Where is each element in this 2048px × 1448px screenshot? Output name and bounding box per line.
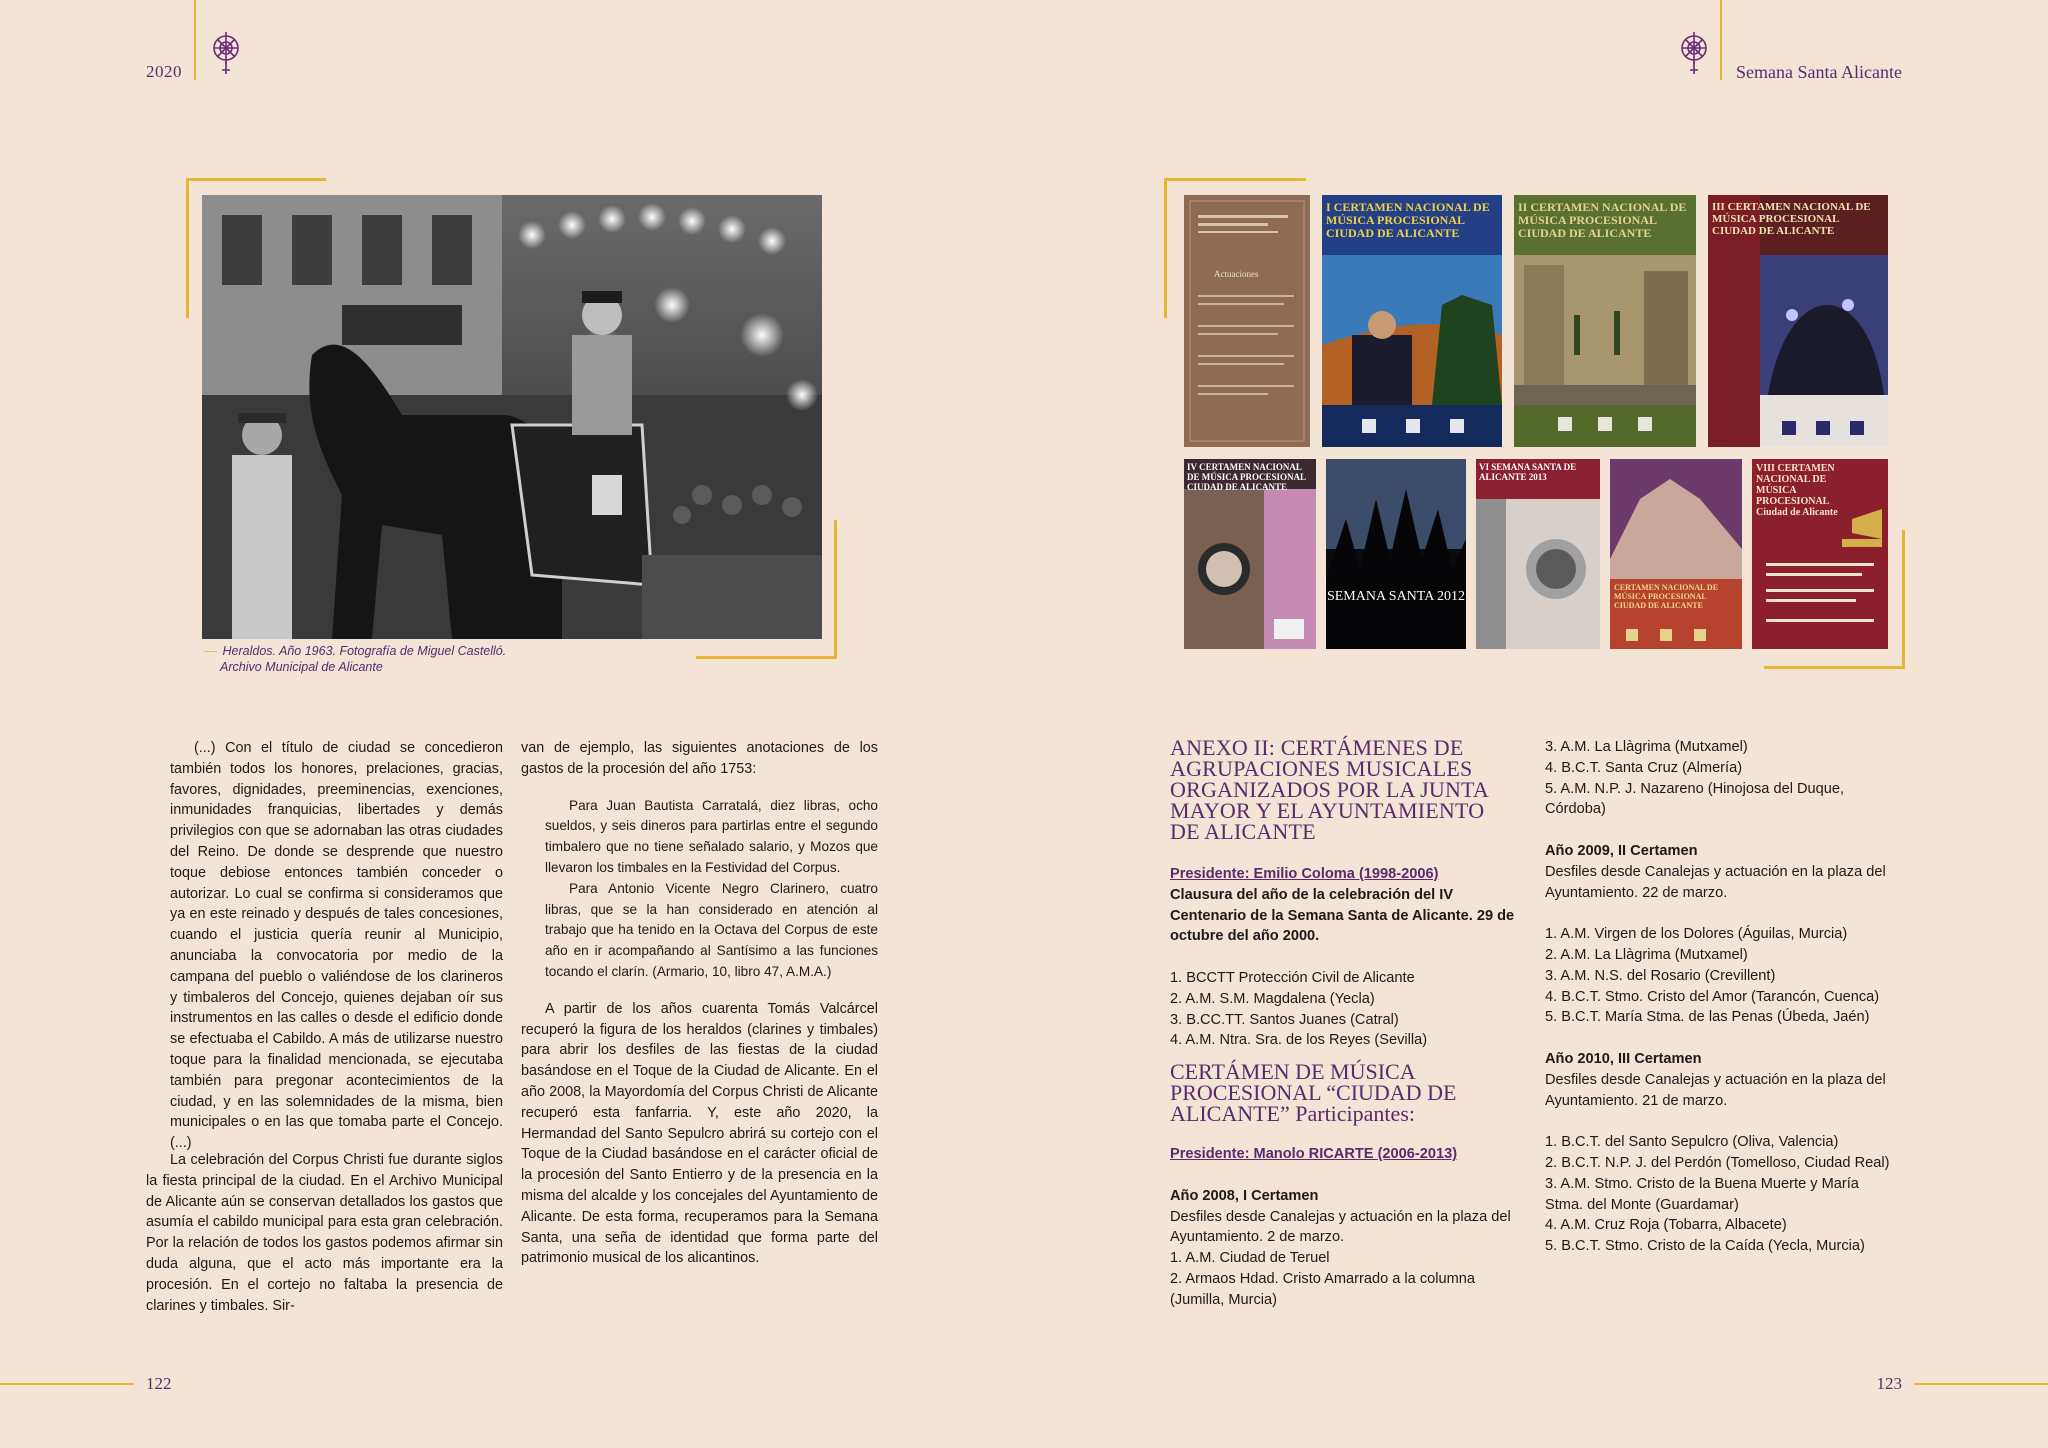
list-item: 2. A.M. S.M. Magdalena (Yecla) [1170, 990, 1375, 1007]
year-description: Desfiles desde Canalejas y actuación en la plaza del Ayuntamiento. 22 de marzo. [1545, 863, 1886, 901]
list-item: 2. Armaos Hdad. Cristo Amarrado a la columna (Jumilla, Murcia) [1170, 1270, 1475, 1308]
body-paragraph: A partir de los años cuarenta Tomás Valcárcel recuperó la figura de los heraldos (clarines y timbales) para abrir los desfiles de las fiestas de la ciudad basándose en el Toque de la Ciudad de Alicante. En el año 2008, la Mayordomía del Corpus Christi de Alicante recuperó esta fanfarria. Y, este año 2020, la Hermandad del Santo Sepulcro abrirá su cortejo con el Toque de la Ciudad basándose en el carácter oficial de la procesión del Santo Entierro y de la presencia en la misma del alcalde y los concejales del Ayuntamiento de Alicante. De esta forma, recuperamos para la Semana Santa, una seña de identidad que forma parte del patrimonio musical de los alicantinos. [521, 1000, 878, 1267]
left-column-1-bottom [146, 1150, 503, 1316]
quote-paragraph: Para Antonio Vicente Negro Clarinero, cuatro libras, que se la han considerado en atención al trabajo que ha tenido en la Octava del Corpus de este año en ir acompañando al Santísimo a las funciones tocando el clarín. (Armario, 10, libro 47, A.M.A.) [545, 880, 878, 979]
poster-certamen-ii [1514, 195, 1696, 447]
left-column-2 [521, 738, 878, 1269]
year-heading: Año 2008, I Certamen [1170, 1187, 1319, 1204]
cross-emblem-icon [1676, 30, 1712, 76]
caption-line-2: Archivo Municipal de Alicante [220, 660, 383, 674]
poster-label: Actuaciones [1214, 269, 1259, 279]
year-heading: Año 2010, III Certamen [1545, 1050, 1702, 1067]
header-divider-left [194, 0, 196, 80]
footer-rule-left [0, 1383, 134, 1385]
header-year: 2020 [146, 62, 182, 81]
list-item: 3. B.CC.TT. Santos Juanes (Catral) [1170, 1011, 1399, 1028]
body-paragraph: van de ejemplo, las siguientes anotaciones de los gastos de la procesión del año 1753: [521, 740, 878, 777]
list-item: 4. B.C.T. Stmo. Cristo del Amor (Tarancón, Cuenca) [1545, 988, 1880, 1005]
poster-title: III CERTAMEN NACIONAL DE MÚSICA PROCESIONAL CIUDAD DE ALICANTE [1712, 201, 1871, 237]
heraldos-photo [202, 195, 822, 639]
year-description: Desfiles desde Canalejas y actuación en la plaza del Ayuntamiento. 2 de marzo. [1170, 1208, 1511, 1246]
poster-label: CERTAMEN NACIONAL DE MÚSICA PROCESIONAL CIUDAD DE ALICANTE [1614, 583, 1719, 610]
list-item: 5. A.M. N.P. J. Nazareno (Hinojosa del Duque, Córdoba) [1545, 780, 1845, 818]
year-description: Desfiles desde Canalejas y actuación en la plaza del Ayuntamiento. 21 de marzo. [1545, 1071, 1886, 1109]
list-item: 3. A.M. N.S. del Rosario (Crevillent) [1545, 967, 1776, 984]
list-item: 3. A.M. Stmo. Cristo de la Buena Muerte y María Stma. del Monte (Guardamar) [1545, 1175, 1859, 1213]
poster-certamen-iii [1708, 195, 1888, 447]
list-item: 2. A.M. La Llàgrima (Mutxamel) [1545, 946, 1748, 963]
list-item: 1. B.C.T. del Santo Sepulcro (Oliva, Valencia) [1545, 1134, 1839, 1151]
poster-title: VIII CERTAMEN NACIONAL DE MÚSICA PROCESIONAL Ciudad de Alicante [1756, 463, 1838, 518]
list-item: 3. A.M. La Llàgrima (Mutxamel) [1545, 739, 1748, 755]
page-number-right: 123 [1876, 1374, 1902, 1393]
poster-certamen-vii [1610, 459, 1742, 649]
posters-frame-corner-right [1902, 530, 1905, 668]
footer-rule-right [1914, 1383, 2048, 1385]
right-column-2 [1545, 737, 1901, 1257]
heraldos-photo-image [202, 195, 822, 639]
list-item: 5. B.C.T. Stmo. Cristo de la Caída (Yecla, Murcia) [1545, 1238, 1865, 1255]
photo-frame-corner-top [186, 178, 326, 181]
poster-label: SEMANA SANTA 2012 [1326, 589, 1466, 604]
poster-title: II CERTAMEN NACIONAL DE MÚSICA PROCESIONAL CIUDAD DE ALICANTE [1518, 200, 1687, 240]
poster-title: IV CERTAMEN NACIONAL DE MÚSICA PROCESIONAL CIUDAD DE ALICANTE [1187, 462, 1306, 492]
photo-frame-corner-left [186, 178, 189, 318]
header-title: Semana Santa Alicante [1736, 62, 1902, 82]
posters-frame-corner-top [1164, 178, 1306, 181]
cross-emblem-icon [208, 30, 244, 76]
header-divider-right [1720, 0, 1722, 80]
caption-line-1: Heraldos. Año 1963. Fotografía de Miguel Castelló. [222, 644, 507, 658]
quote-paragraph: Para Juan Bautista Carratalá, diez libras, ocho sueldos, y seis dineros para partirlas entre el segundo timbalero que no tiene señalado salario, y Mozos que llevaron los timbales en la Festividad del Corpus. [545, 797, 878, 875]
list-item: 4. A.M. Cruz Roja (Tobarra, Albacete) [1545, 1217, 1787, 1234]
year-heading: Año 2009, II Certamen [1545, 842, 1698, 859]
poster-title: I CERTAMEN NACIONAL DE MÚSICA PROCESIONAL CIUDAD DE ALICANTE [1326, 200, 1490, 240]
list-item: 1. BCCTT Protección Civil de Alicante [1170, 969, 1415, 986]
clausura-text: Clausura del año de la celebración del IV Centenario de la Semana Santa de Alicante. 29 de octubre del año 2000. [1170, 886, 1515, 945]
body-paragraph: La celebración del Corpus Christi fue durante siglos la fiesta principal de la ciudad. En el Archivo Municipal de Alicante aún se conservan detallados los gastos que asumía el cabildo municipal para esta gran celebración. Por la relación de todos los gastos podemos afirmar sin duda alguna, que el acto más importante era la procesión. En el cortejo no faltaba la presencia de clarines y timbales. Sir- [146, 1152, 503, 1314]
annex-heading: ANEXO II: CERTÁMENES DE AGRUPACIONES MUSICALES ORGANIZADOS POR LA JUNTA MAYOR Y EL AYUNTAMIENTO DE ALICANTE [1170, 735, 1488, 844]
poster-certamen-iv [1184, 459, 1316, 649]
poster-semana-santa-2012 [1326, 459, 1466, 649]
poster-certamen-viii [1752, 459, 1888, 649]
list-item: 1. A.M. Virgen de los Dolores (Águilas, Murcia) [1545, 926, 1848, 943]
certamen-heading: CERTÁMEN DE MÚSICA PROCESIONAL “CIUDAD DE ALICANTE” Participantes: [1170, 1059, 1457, 1127]
list-item: 4. B.C.T. Santa Cruz (Almería) [1545, 759, 1743, 776]
poster-title: VI SEMANA SANTA DE ALICANTE 2013 [1479, 462, 1577, 482]
posters-frame-corner-bottom [1764, 666, 1905, 669]
list-item: 2. B.C.T. N.P. J. del Perdón (Tomelloso, Ciudad Real) [1545, 1154, 1890, 1171]
photo-frame-corner-right [834, 520, 837, 658]
quote-paragraph: (...) Con el título de ciudad se concedieron también todos los honores, prelaciones, gracias, favores, dignidades, preeminencias, exenciones, inmunidades franquicias, libertades y demás privilegios con que se adornaban las otras ciudades del Reino. De donde se desprende que nuestro toque debiose entonces también conceder o autorizar. Lo cual se confirma si consideramos que ya en este reinado y después de tales concesiones, cuando el justicia quería reunir al Municipio, anunciaba la convocatoria por medio de la campana del pueblo o valiéndose de los clarineros y timbaleros del Concejo, quienes dejaban oír sus instrumentos en las calles o desde el edificio donde se efectuaba el Cabildo. A más de utilizarse nuestro toque para la finalidad mencionada, se ejecutaba también para pregonar acontecimientos de la ciudad, y en las solemnidades de la misma, bien municipales o en las que tomaba parte el Concejo. (...) [170, 740, 503, 1152]
poster-certamen-vi [1476, 459, 1600, 649]
list-item: 5. B.C.T. María Stma. de las Penas (Úbeda, Jaén) [1545, 1009, 1870, 1026]
president-heading: Presidente: Emilio Coloma (1998-2006) [1170, 866, 1439, 882]
poster-actuaciones [1184, 195, 1310, 447]
right-column-1 [1170, 737, 1516, 1311]
photo-caption: — Heraldos. Año 1963. Fotografía de Miguel Castelló. Archivo Municipal de Alicante [204, 644, 507, 674]
page-number-left: 122 [146, 1374, 172, 1393]
list-item: 1. A.M. Ciudad de Teruel [1170, 1250, 1330, 1267]
list-item: 4. A.M. Ntra. Sra. de los Reyes (Sevilla) [1170, 1032, 1428, 1049]
poster-certamen-i [1322, 195, 1502, 447]
photo-frame-corner-bottom [696, 656, 837, 659]
posters-frame-corner-left [1164, 178, 1167, 318]
president-heading: Presidente: Manolo RICARTE (2006-2013) [1170, 1146, 1458, 1163]
left-column-1 [170, 738, 503, 1154]
